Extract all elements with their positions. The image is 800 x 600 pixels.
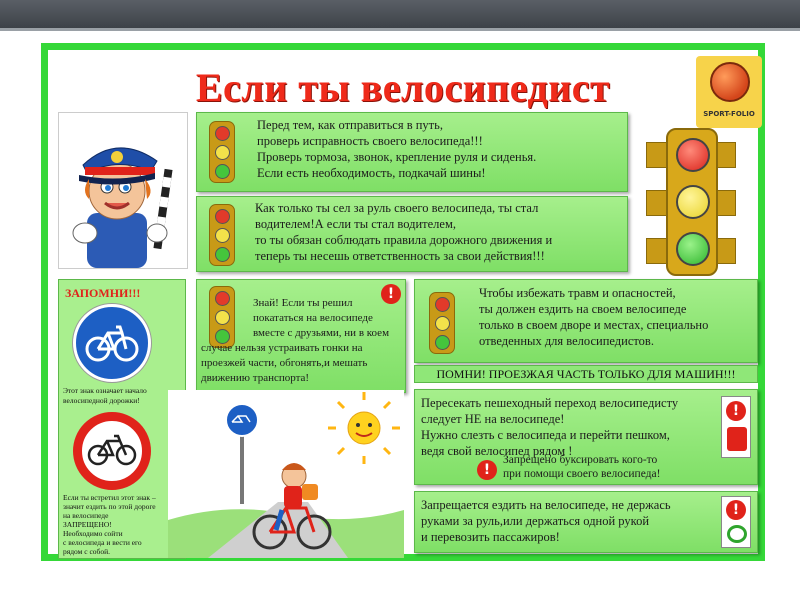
no-hands-sign-icon: [721, 496, 751, 548]
remember-signs-panel: [58, 279, 186, 559]
sign-caption: рядом с собой.: [63, 547, 110, 556]
exclamation-icon: !: [726, 401, 746, 421]
window-top-divider: [0, 28, 800, 31]
cycling-scene-illustration: [168, 390, 404, 558]
red-light-icon: [676, 138, 710, 172]
rule-text: Перед тем, как отправиться в путь,: [257, 118, 443, 132]
rule-text: вместе с друзьями, ни в коем: [253, 327, 390, 339]
sign-caption: с велосипеда и вести его: [63, 538, 142, 547]
sign-caption: значит ездить по этой дороге: [63, 502, 156, 511]
logo-text: SPORT-FOLIO: [703, 110, 755, 118]
rule-text: Проверь тормоза, звонок, крепление руля и сиденья.: [257, 150, 537, 164]
rule-box-crosswalk: [414, 389, 758, 485]
traffic-light-icon: [209, 121, 235, 183]
traffic-light-icon: [209, 286, 235, 348]
no-bicycles-sign-icon: [73, 412, 151, 490]
remember-title: ЗАПОМНИ!!!: [65, 286, 141, 300]
sign-caption: велосипедной дорожки!: [63, 396, 140, 405]
rule-text: Знай! Если ты решил: [253, 297, 353, 309]
rule-text: отведенных для велосипедистов.: [479, 334, 654, 348]
sign-caption: ЗАПРЕЩЕНО!: [63, 520, 112, 529]
rule-text: Как только ты сел за руль своего велосипеда, ты стал: [255, 201, 539, 215]
rule-box-ride-safe-places: [414, 279, 758, 363]
rule-box-check-bicycle: [196, 112, 628, 192]
bicycle-path-sign-icon: [73, 304, 151, 382]
policeman-illustration: [58, 112, 188, 269]
bicycle-icon: [76, 307, 148, 379]
sign-caption: Этот знак означает начало: [63, 386, 147, 395]
rule-text: движению транспорта!: [201, 372, 310, 384]
poster-title: Если ты велосипедист: [195, 65, 611, 110]
rule-box-no-racing: [196, 279, 406, 393]
rule-text: при помощи своего велосипеда!: [503, 468, 661, 480]
exclamation-icon: !: [726, 500, 746, 520]
rule-text: Если есть необходимость, подкачай шины!: [257, 166, 486, 180]
rule-text: проверь исправность своего велосипеда!!!: [257, 134, 483, 148]
exclamation-icon: !: [381, 284, 401, 304]
rule-box-driver-responsibility: [196, 196, 628, 272]
rule-text: ты должен ездить на своем велосипеде: [479, 302, 687, 316]
sign-caption: Если ты встретил этот знак –: [63, 493, 156, 502]
rule-text: теперь ты несешь ответственность за свои действия!!!: [255, 249, 545, 263]
rule-text: руками за руль,или держаться одной рукой: [421, 514, 650, 528]
no-towing-sign-icon: [721, 396, 751, 458]
traffic-light-icon: [209, 204, 235, 266]
rule-box-hands-on-handlebar: [414, 491, 758, 553]
sport-folio-logo: [696, 56, 762, 128]
exclamation-icon: !: [477, 460, 497, 480]
rule-text: случае нельзя устраивать гонки на: [201, 342, 363, 354]
rule-text: и перевозить пассажиров!: [421, 530, 560, 544]
bicycle-icon: [82, 421, 142, 481]
remember-roadway-banner: ПОМНИ! ПРОЕЗЖАЯ ЧАСТЬ ТОЛЬКО ДЛЯ МАШИН!!!: [414, 365, 758, 383]
rule-text: ведя свой велосипед рядом !: [421, 444, 573, 458]
green-light-icon: [676, 232, 710, 266]
sign-caption: на велосипеде: [63, 511, 109, 520]
rule-text: проезжей части, обгонять,и мешать: [201, 357, 368, 369]
traffic-light-icon: [646, 128, 736, 288]
rule-text: водителем!А если ты стал водителем,: [255, 217, 456, 231]
rule-text: Чтобы избежать травм и опасностей,: [479, 286, 676, 300]
policeman-drawing: [59, 113, 187, 268]
rule-text: только в своем дворе и местах, специально: [479, 318, 709, 332]
basketball-icon: [710, 62, 750, 102]
sign-caption: Необходимо сойти: [63, 529, 123, 538]
rule-text: покататься на велосипеде: [253, 312, 373, 324]
cyclist-drawing: [168, 390, 404, 558]
safety-poster: [41, 43, 765, 561]
rule-text: следует НЕ на велосипеде!: [421, 412, 565, 426]
rule-text: Запрещается ездить на велосипеде, не держась: [421, 498, 671, 512]
traffic-light-icon: [429, 292, 455, 354]
window-top-bar: [0, 0, 800, 28]
rule-text: Нужно слезть с велосипеда и перейти пешком,: [421, 428, 670, 442]
rule-text: Запрещено буксировать кого-то: [503, 454, 658, 466]
rule-text: то ты обязан соблюдать правила дорожного движения и: [255, 233, 553, 247]
rule-text: Пересекать пешеходный переход велосипедисту: [421, 396, 679, 410]
yellow-light-icon: [676, 185, 710, 219]
